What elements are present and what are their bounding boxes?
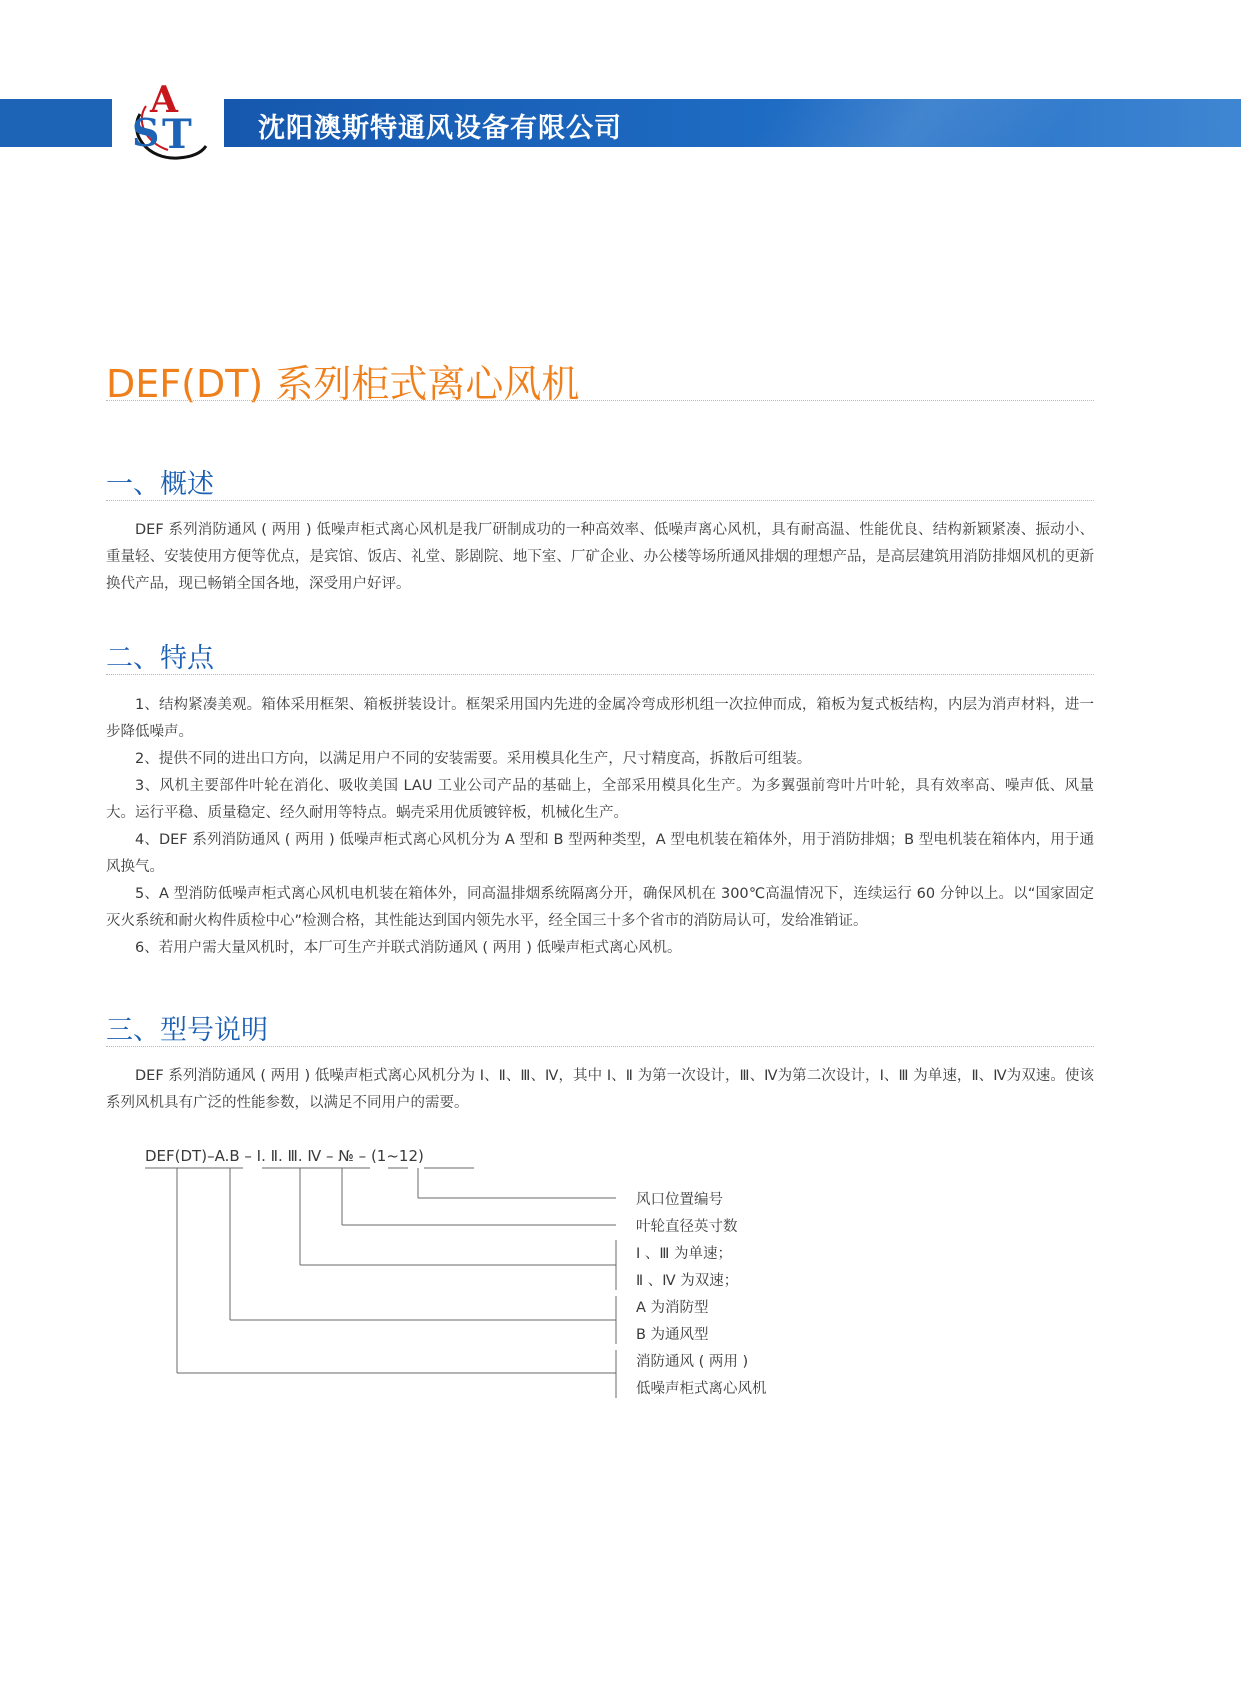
feature-item: 2、提供不同的进出口方向，以满足用户不同的安装需要。采用模具化生产，尺寸精度高，拆散后可组装。	[135, 751, 812, 767]
company-logo-icon	[128, 76, 218, 166]
diagram-label: 叶轮直径英寸数	[636, 1219, 738, 1235]
company-name: 沈阳澳斯特通风设备有限公司	[258, 113, 622, 144]
features-list	[106, 692, 1094, 962]
overview-text: DEF 系列消防通风 ( 两用 ) 低噪声柜式离心风机是我厂研制成功的一种高效率、低噪声离心风机，具有耐高温、性能优良、结构新颖紧凑、振动小、重量轻、安装使用方便等优点，是宾馆、饭店、礼堂、影剧院、地下室、厂矿企业、办公楼等场所通风排烟的理想产品，是高层建筑用消防排烟风机的更新换代产品，现已畅销全国各地，深受用户好评。	[106, 522, 1094, 592]
section-heading-model: 三、型号说明	[106, 1015, 268, 1046]
model-code: DEF(DT)–A.B – Ⅰ. Ⅱ. Ⅲ. Ⅳ – № – (1~12)	[145, 1147, 424, 1165]
section-divider	[106, 1046, 1094, 1047]
svg-text:S: S	[132, 110, 160, 155]
diagram-label: 风口位置编号	[636, 1192, 723, 1208]
page-title: DEF(DT) 系列柜式离心风机	[106, 362, 580, 406]
feature-item: 1、结构紧凑美观。箱体采用框架、箱板拼装设计。框架采用国内先进的金属冷弯成形机组一次拉伸而成，箱板为复式板结构，内层为消声材料，进一步降低噪声。	[106, 697, 1094, 740]
model-paragraph	[106, 1063, 1094, 1117]
feature-item: 3、风机主要部件叶轮在消化、吸收美国 LAU 工业公司产品的基础上，全部采用模具化生产。为多翼强前弯叶片叶轮，具有效率高、噪声低、风量大。运行平稳、质量稳定、经久耐用等特点。蜗壳采用优质镀锌板，机械化生产。	[106, 778, 1094, 821]
section-divider	[106, 674, 1094, 675]
section-heading-features: 二、特点	[106, 643, 214, 674]
svg-text:T: T	[162, 111, 192, 158]
section-heading-overview: 一、概述	[106, 469, 214, 500]
section-divider	[106, 500, 1094, 501]
header-band-left	[0, 99, 112, 147]
model-text: DEF 系列消防通风 ( 两用 ) 低噪声柜式离心风机分为 Ⅰ、Ⅱ、Ⅲ、Ⅳ，其中 Ⅰ、Ⅱ 为第一次设计，Ⅲ、Ⅳ为第二次设计，Ⅰ、Ⅲ 为单速，Ⅱ、Ⅳ为双速。使该系列风机具有广泛的性能参数，以满足不同用户的需要。	[106, 1068, 1094, 1111]
feature-item: 6、若用户需大量风机时，本厂可生产并联式消防通风 ( 两用 ) 低噪声柜式离心风机。	[135, 940, 682, 956]
diagram-label: A 为消防型	[636, 1300, 709, 1316]
title-divider	[106, 400, 1094, 401]
feature-item: 5、A 型消防低噪声柜式离心风机电机装在箱体外，同高温排烟系统隔离分开，确保风机在 300℃高温情况下，连续运行 60 分钟以上。以“国家固定灭火系统和耐火构件质检中心”检测合格，其性能达到国内领先水平，经全国三十多个省市的消防局认可，发给准销证。	[106, 886, 1094, 929]
feature-item: 4、DEF 系列消防通风 ( 两用 ) 低噪声柜式离心风机分为 A 型和 B 型两种类型，A 型电机装在箱体外，用于消防排烟；B 型电机装在箱体内，用于通风换气。	[106, 832, 1094, 875]
diagram-label: Ⅱ 、Ⅳ 为双速；	[636, 1273, 739, 1289]
diagram-label: 消防通风 ( 两用 )	[636, 1354, 749, 1370]
svg-text:A: A	[150, 79, 178, 121]
diagram-label: Ⅰ 、Ⅲ 为单速；	[636, 1246, 732, 1262]
diagram-label: B 为通风型	[636, 1327, 709, 1343]
diagram-label: 低噪声柜式离心风机	[636, 1381, 767, 1397]
overview-paragraph	[106, 517, 1094, 598]
